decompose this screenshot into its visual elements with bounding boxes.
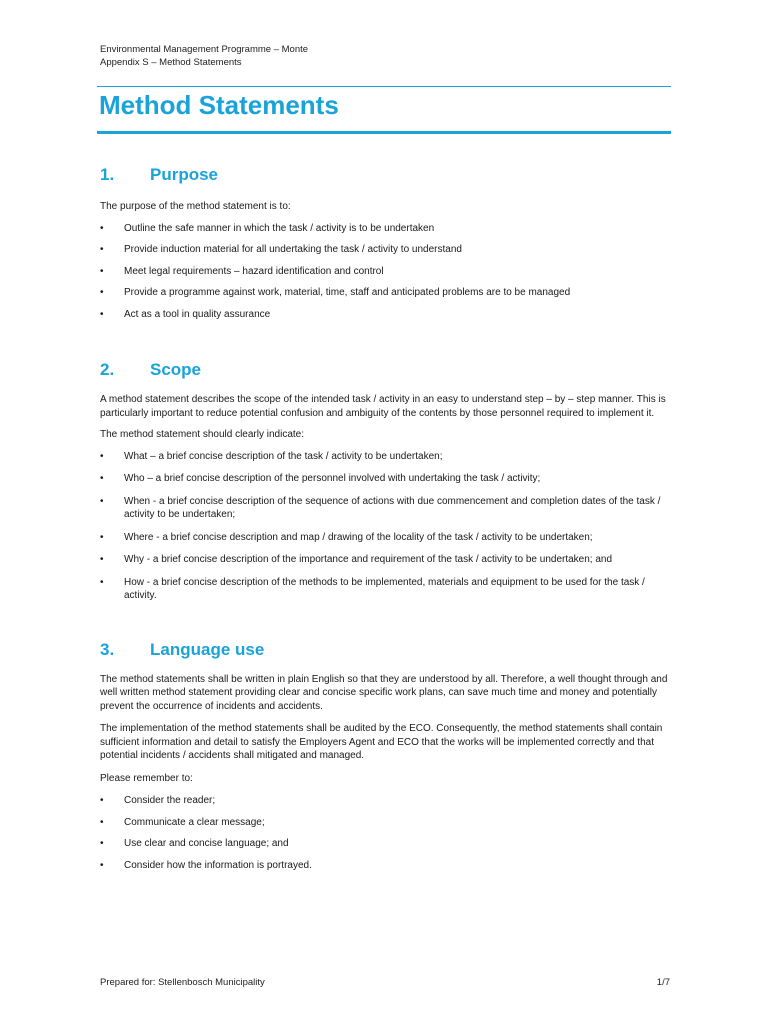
bullet-list (100, 222, 670, 322)
list-item: • Provide induction material for all undertaking the task / activity to understand (100, 244, 462, 255)
section-paragraph: Please remember to: (100, 772, 193, 784)
bullet-icon: • (100, 473, 104, 484)
bullet-icon: • (100, 222, 104, 234)
footer-prepared-for: Prepared for: Stellenbosch Municipality (100, 977, 265, 988)
page-title: Method Statements (99, 90, 339, 120)
section-title: Purpose (150, 165, 219, 184)
section-title: Language use (150, 639, 265, 659)
bullet-icon: • (100, 265, 104, 277)
list-item: • Meet legal requirements – hazard identification and control (100, 265, 384, 277)
section-number: 2. (100, 360, 115, 379)
bullet-list (100, 450, 670, 603)
list-item: • Why - a brief concise description of the importance and requirement of the task / activity to be undertaken; and (100, 554, 613, 565)
list-item: • Provide a programme against work, material, time, staff and anticipated problems are to be managed (100, 287, 571, 298)
list-item: • Communicate a clear message; (100, 816, 265, 828)
list-item: • How - a brief concise description of the methods to be implemented, materials and equipment to be used for the task / activity. (100, 576, 645, 601)
list-item: • Consider how the information is portrayed. (100, 859, 312, 871)
list-item: • Act as a tool in quality assurance (100, 308, 271, 320)
list-item: • Consider the reader; (100, 795, 216, 806)
bullet-icon: • (100, 816, 104, 828)
list-item: • Who – a brief concise description of the personnel involved with undertaking the task / activity; (100, 473, 541, 484)
page-number: 1/7 (656, 977, 670, 988)
section-number: 3. (100, 639, 115, 659)
section-paragraph: The implementation of the method statements shall be audited by the ECO. Consequently, the method statements shall contain sufficient information and detail to satisfy the Employers Agent and ECO that the works will be implemented correctly and that potential incidents / accidents shall mitigated and managed. (100, 723, 663, 761)
header-line-2: Appendix S – Method Statements (100, 57, 242, 68)
bullet-icon: • (100, 244, 104, 255)
list-item: • When - a brief concise description of the sequence of actions with due commencement and completion dates of the task / activity to be undertaken; (100, 495, 661, 520)
section-purpose (100, 164, 670, 321)
title-divider (97, 131, 671, 134)
list-item: • What – a brief concise description of the task / activity to be undertaken; (100, 450, 443, 462)
list-item: • Use clear and concise language; and (100, 838, 289, 849)
bullet-list (100, 794, 670, 872)
page-header (100, 43, 308, 69)
bullet-icon: • (100, 287, 104, 298)
section-paragraph: The method statements shall be written in plain English so that they are understood by all. Therefore, a well thought through and well written method statement providing clear and concise specific work plans, can save much time and money and potentially prevent the occurrence of incidents and accidents. (100, 673, 668, 712)
section-heading (100, 359, 670, 381)
bullet-icon: • (100, 795, 104, 806)
bullet-icon: • (100, 531, 104, 543)
section-paragraph: The method statement should clearly indicate: (100, 429, 304, 440)
document-body (100, 164, 670, 872)
section-language-use (100, 639, 670, 873)
bullet-icon: • (100, 859, 104, 871)
section-scope (100, 359, 670, 603)
bullet-icon: • (100, 495, 104, 507)
bullet-icon: • (100, 450, 104, 462)
header-line-1: Environmental Management Programme – Monte (100, 44, 309, 55)
section-heading (100, 164, 670, 186)
page-footer (100, 977, 670, 989)
section-number: 1. (100, 165, 115, 184)
list-item: • Where - a brief concise description and map / drawing of the locality of the task / activity to be undertaken; (100, 531, 593, 543)
section-paragraph: A method statement describes the scope of the intended task / activity in an easy to understand step – by – step manner. This is particularly important to reduce potential confusion and ambiguity of the contents by those personnel required to implement it. (100, 394, 666, 419)
bullet-icon: • (100, 308, 104, 320)
bullet-icon: • (100, 838, 104, 849)
bullet-icon: • (100, 554, 104, 565)
section-title: Scope (150, 360, 202, 379)
section-heading (100, 639, 670, 661)
list-item: • Outline the safe manner in which the task / activity is to be undertaken (100, 222, 435, 234)
bullet-icon: • (100, 576, 104, 588)
section-intro: The purpose of the method statement is to: (100, 201, 291, 212)
